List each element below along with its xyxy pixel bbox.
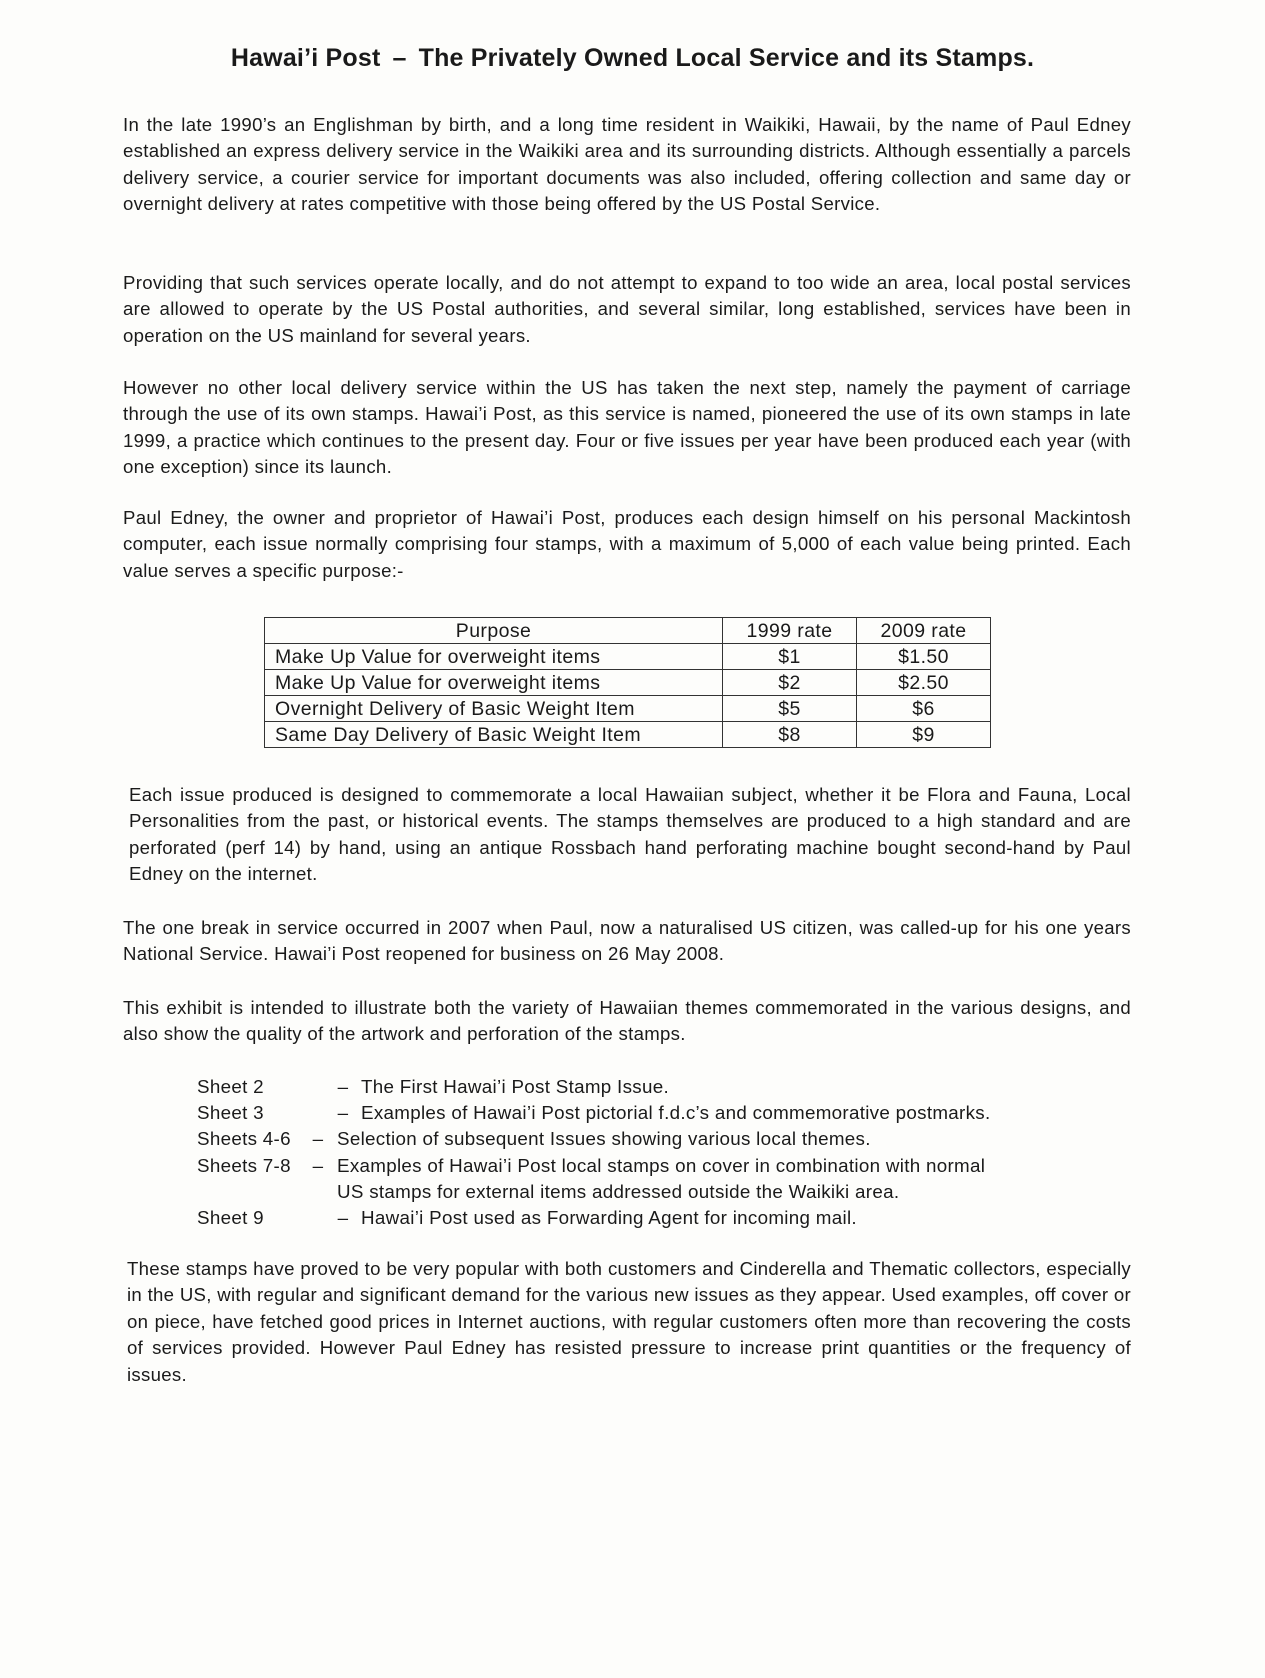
rates-table-header <box>265 618 991 644</box>
page-title <box>0 44 1265 73</box>
cell-purpose: Overnight Delivery of Basic Weight Item <box>265 696 723 722</box>
paragraph-local-services: Providing that such services operate locally, and do not attempt to expand to too wide an area, local postal services are allowed to operate by the US Postal authorities, and several similar, long established, services have been in operation on the US mainland for several years. <box>123 272 1131 346</box>
list-item <box>197 1100 990 1126</box>
sheet-label <box>197 1179 337 1205</box>
sheet-dash: – <box>337 1076 349 1097</box>
sheet-label: Sheet 3 <box>197 1102 264 1124</box>
cell-2009-rate: $1.50 <box>857 644 991 670</box>
sheet-dash: – <box>337 1102 349 1124</box>
cell-purpose: Make Up Value for overweight items <box>265 644 723 670</box>
cell-2009-rate: $9 <box>857 722 991 748</box>
paragraph-break-in-service: The one break in service occurred in 2007 when Paul, now a naturalised US citizen, was called-up for his one years National Service. Hawai’i Post reopened for business on 26 May 2008. <box>123 917 1131 965</box>
cell-1999-rate: $5 <box>723 696 857 722</box>
sheet-description: Examples of Hawai’i Post pictorial f.d.c’s and commemorative postmarks. <box>361 1102 991 1124</box>
sheet-label: Sheet 9 <box>197 1207 264 1229</box>
header-2009-rate: 2009 rate <box>857 618 991 644</box>
title-dash: – <box>392 44 407 72</box>
sheet-description: US stamps for external items addressed outside the Waikiki area. <box>337 1180 900 1202</box>
list-item <box>197 1179 990 1205</box>
sheet-label: Sheets 7-8 <box>197 1154 291 1176</box>
list-item <box>197 1126 990 1152</box>
table-row <box>265 644 991 670</box>
sheet-description: The First Hawai’i Post Stamp Issue. <box>361 1076 669 1097</box>
sheet-description: Selection of subsequent Issues showing various local themes. <box>337 1128 871 1150</box>
cell-2009-rate: $6 <box>857 696 991 722</box>
table-row <box>265 722 991 748</box>
paragraph-popularity: These stamps have proved to be very popular with both customers and Cinderella and Thematic collectors, especially in the US, with regular and significant demand for the various new issues as they appear. Used examples, off cover or on piece, have fetched good prices in Internet auctions, with regular customers often more than recovering the costs of services provided. However Paul Edney has resisted pressure to increase print quantities or the frequency of issues. <box>127 1258 1131 1385</box>
paragraph-production: Paul Edney, the owner and proprietor of Hawai’i Post, produces each design himself on his personal Mackintosh computer, each issue normally comprising four stamps, with a maximum of 5,000 of each value being printed. Each value serves a specific purpose:- <box>123 507 1131 581</box>
cell-purpose: Make Up Value for overweight items <box>265 670 723 696</box>
paragraph-exhibit: This exhibit is intended to illustrate both the variety of Hawaiian themes commemorated in the various designs, and also show the quality of the artwork and perforation of the stamps. <box>123 997 1131 1045</box>
sheet-dash: – <box>312 1128 324 1150</box>
list-item <box>197 1074 990 1100</box>
paragraph-own-stamps: However no other local delivery service within the US has taken the next step, namely the payment of carriage through the use of its own stamps. Hawai’i Post, as this service is named, pioneered the use of its own stamps in late 1999, a practice which continues to the present day. Four or five issues per year have been produced each year (with one exception) since its launch. <box>123 377 1131 478</box>
sheet-description: Hawai’i Post used as Forwarding Agent for incoming mail. <box>361 1207 857 1229</box>
title-part-2: The Privately Owned Local Service and its Stamps. <box>418 44 1035 72</box>
cell-2009-rate: $2.50 <box>857 670 991 696</box>
cell-1999-rate: $2 <box>723 670 857 696</box>
list-item <box>197 1153 990 1179</box>
cell-1999-rate: $8 <box>723 722 857 748</box>
sheet-label: Sheet 2 <box>197 1076 264 1097</box>
cell-1999-rate: $1 <box>723 644 857 670</box>
sheet-dash: – <box>312 1154 324 1176</box>
list-item <box>197 1205 990 1231</box>
sheet-label: Sheets 4-6 <box>197 1128 291 1150</box>
paragraph-intro: In the late 1990’s an Englishman by birth, and a long time resident in Waikiki, Hawaii, by the name of Paul Edney established an express delivery service in the Waikiki area and its surrounding districts. Although essentially a parcels delivery service, a courier service for important documents was also included, offering collection and same day or overnight delivery at rates competitive with those being offered by the US Postal Service. <box>123 114 1131 215</box>
sheet-description: Examples of Hawai’i Post local stamps on cover in combination with normal <box>337 1154 986 1176</box>
rates-table <box>264 617 991 748</box>
paragraph-commemorate: Each issue produced is designed to commemorate a local Hawaiian subject, whether it be Flora and Fauna, Local Personalities from the past, or historical events. The stamps themselves are produced to a high standard and are perforated (perf 14) by hand, using an antique Rossbach hand perforating machine bought second-hand by Paul Edney on the internet. <box>129 784 1131 885</box>
sheet-list <box>197 1074 990 1231</box>
table-row <box>265 696 991 722</box>
title-part-1: Hawai’i Post <box>230 44 381 72</box>
header-1999-rate: 1999 rate <box>723 618 857 644</box>
sheet-dash: – <box>337 1207 349 1229</box>
table-row <box>265 670 991 696</box>
cell-purpose: Same Day Delivery of Basic Weight Item <box>265 722 723 748</box>
header-purpose: Purpose <box>265 618 723 644</box>
